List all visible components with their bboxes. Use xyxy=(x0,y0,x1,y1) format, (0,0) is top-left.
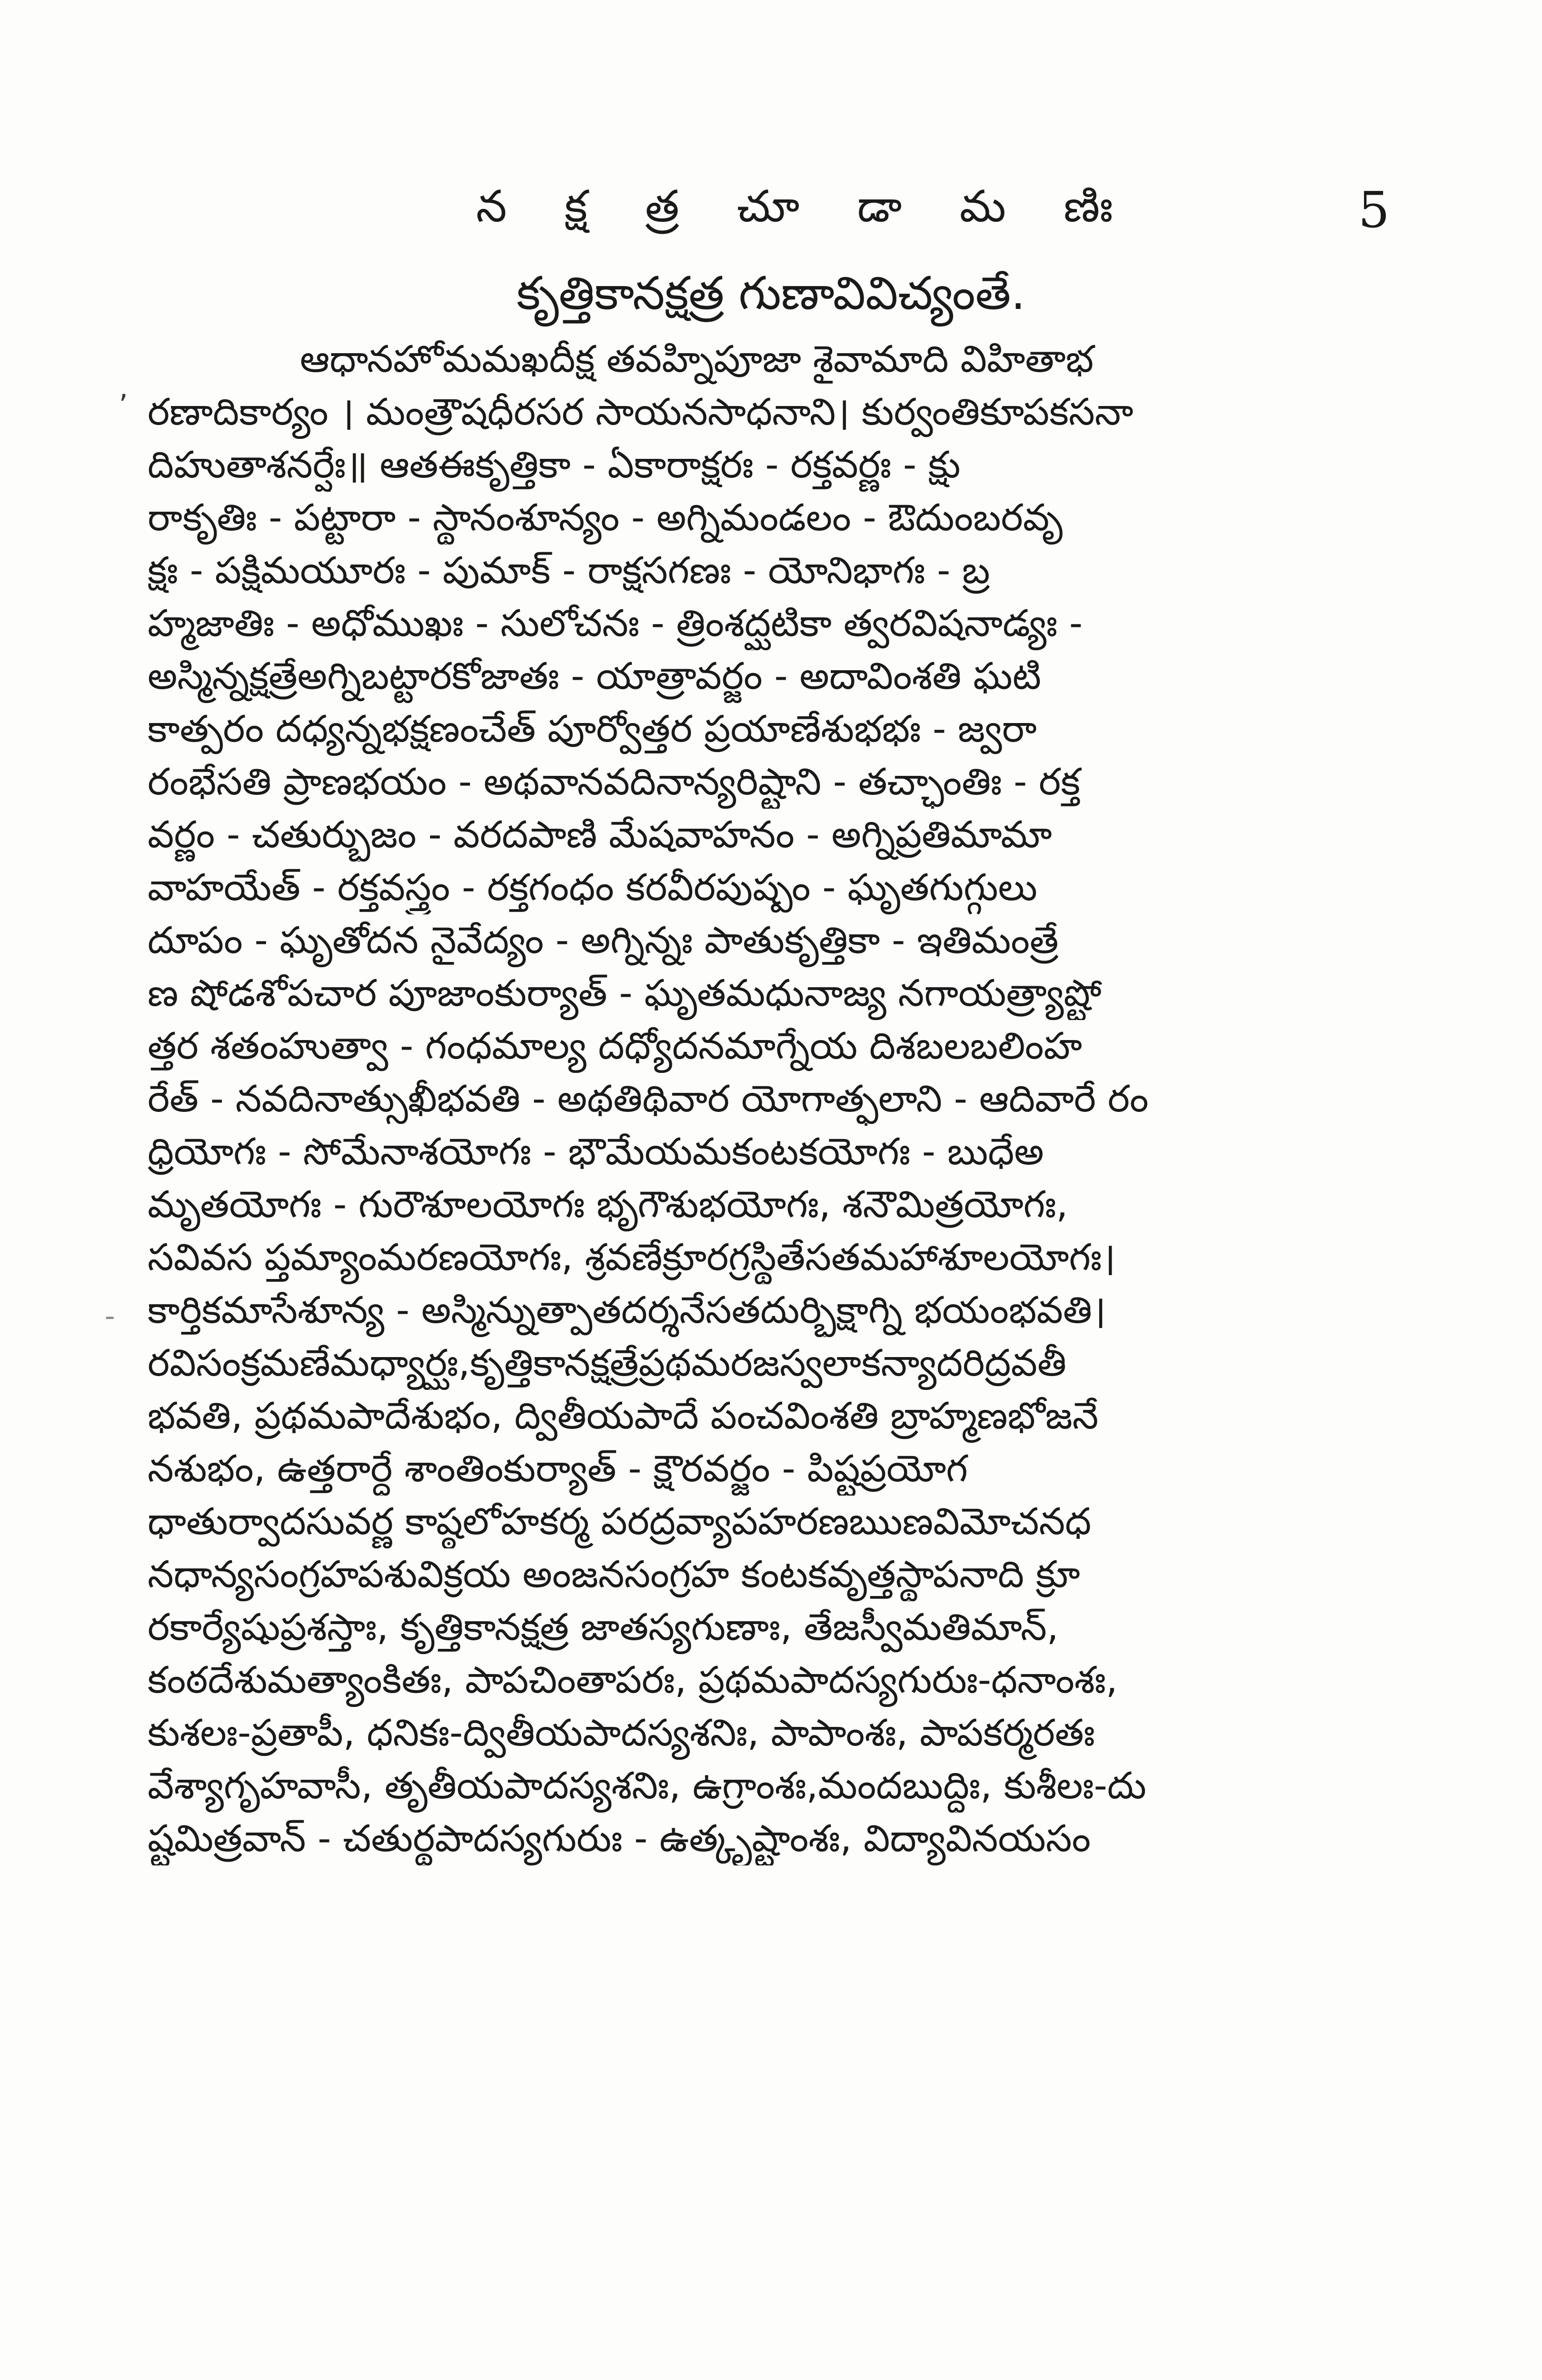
text-line: కంఠదేశుమత్యాంకితః, పాపచింతాపరః, ప్రథమపాదస్యగురుః-ధనాంశః, xyxy=(148,1659,1118,1702)
text-line: దూపం - ఘృతోదన నైవేద్యం - అగ్నిన్నః పాతుకృత్తికా - ఇతిమంత్రే xyxy=(148,919,1059,962)
text-line: ణ షోడశోపచార పూజాంకుర్యాత్ - ఘృతమధునాజ్య నగాయత్ర్యాష్టో xyxy=(148,972,1102,1015)
text-line: క్షః - పక్షిమయూరః - పుమాక్ - రాక్షసగణః - యోనిభాగః - బ్ర xyxy=(148,549,990,592)
text-line: రకార్యేషుప్రశస్తాః, కృత్తికానక్షత్ర జాతస్యగుణాః, తేజస్వీమతిమాన్, xyxy=(148,1606,1059,1649)
text-line: ఆధానహోమమఖదీక్ష తవహ్నిపూజా శైవామాది విహితాభ xyxy=(300,338,1094,381)
text-line: వాహయేత్ - రక్తవస్త్రం - రక్తగంధం కరవీరపుష్పం - ఘృతగుగ్గులు xyxy=(148,866,1037,909)
text-line: మృతయోగః - గురౌశూలయోగః భృగౌశుభయోగః, శనౌమిత్రయోగః, xyxy=(148,1183,1068,1226)
text-line: నశుభం, ఉత్తరార్ధే శాంతింకుర్యాత్ - క్షౌరవర్జం - పిష్టప్రయోగ xyxy=(148,1448,968,1490)
text-line: రణాదికార్యం । మంత్రౌషధీరసర సాయనసాధనాని। కుర్వంతికూపకసనా xyxy=(148,391,1134,434)
body-text xyxy=(148,333,1404,1865)
text-line: సవివస ప్తమ్యాంమరణయోగః, శ్రవణేక్రూరగ్రస్థితేసతమహాశూలయోగః। xyxy=(148,1236,1116,1279)
text-line: నధాన్యసంగ్రహపశువిక్రయ అంజనసంగ్రహ కంటకవృత్తస్థాపనాది క్రూ xyxy=(148,1553,1080,1596)
text-line: రేత్ - నవదినాత్సుఖీభవతి - అథతిథివార యోగాత్ఫలాని - ఆదివారే రం xyxy=(148,1078,1149,1121)
text-line: ష్టమిత్రవాన్ - చతుర్థపాదస్యగురుః - ఉత్కృష్టాంశః, విద్యావినయసం xyxy=(148,1817,1091,1860)
text-line: కుశలః-ప్రతాపీ, ధనికః-ద్వితీయపాదస్యశనిః, పాపాంశః, పాపకర్మరతః xyxy=(148,1712,1095,1755)
running-title: న క్ష త్ర చూ డా మ ణిః xyxy=(476,181,1135,232)
text-line: ధ్రియోగః - సోమేనాశయోగః - భౌమేయమకంటకయోగః - బుధేఅ xyxy=(148,1130,1044,1173)
text-line: వర్ణం - చతుర్భుజం - వరదపాణి మేషవాహనం - అగ్నిప్రతిమామా xyxy=(148,813,1052,856)
text-line: రంభేసతి ప్రాణభయం - అథవానవదినాన్యరిష్టాని - తచ్ఛాంతిః - రక్త xyxy=(148,761,1081,803)
text-line: ధాతుర్వాదసువర్ణ కాష్ఠలోహకర్మ పరద్రవ్యాపహరణఋణవిమోచనధ xyxy=(148,1500,1092,1543)
text-line: వేశ్యాగృహవాసీ, తృతీయపాదస్యశనిః, ఉగ్రాంశః,మందబుద్ధిః, కుశీలః-దు xyxy=(148,1765,1146,1807)
text-line: రాకృతిః - పట్టారా - స్థానంశూన్యం - అగ్నిమండలం - ఔదుంబరవృ xyxy=(148,496,1063,539)
text-line: దిహుతాశనర్షేః॥ ఆతఈకృత్తికా - ఏకారాక్షరః - రక్తవర్ణః - క్షు xyxy=(148,444,961,486)
text-line: త్తర శతంహుత్వా - గంధమాల్య దధ్యోదనమాగ్నేయ దిశబలబలింహ xyxy=(148,1025,1082,1068)
margin-mark: - xyxy=(105,1299,115,1333)
text-line: రవిసంక్రమణేమధ్యార్ఘః,కృత్తికానక్షత్రేప్రథమరజస్వలాకన్యాదరిద్రవతీ xyxy=(148,1342,1066,1385)
section-heading: కృత్తికానక్షత్ర గుణావివిచ్యంతే. xyxy=(517,267,1025,320)
text-line: కార్తికమాసేశూన్య - అస్మిన్నుత్పాతదర్శనేసతదుర్భిక్షాగ్ని భయంభవతి। xyxy=(148,1289,1106,1332)
text-line: అస్మిన్నక్షత్రేఅగ్నిబట్టారకోజాతః - యాత్రావర్జం - అదావింశతి ఘటి xyxy=(148,655,1041,698)
page-header xyxy=(0,181,1542,248)
text-line: భవతి, ప్రథమపాదేశుభం, ద్వితీయపాదే పంచవింశతి బ్రాహ్మణభోజనే xyxy=(148,1395,1099,1438)
page-number: 5 xyxy=(1358,181,1390,239)
text-line: కాత్పరం దధ్యన్నభక్షణంచేత్ పూర్వోత్తర ప్రయాణేశుభభః - జ్వరా xyxy=(148,708,1037,751)
text-line: హ్మజాతిః - అధోముఖః - సులోచనః - త్రింశద్ఘటికా త్వరవిషనాడ్యః - xyxy=(148,602,1083,645)
margin-mark: , xyxy=(119,371,129,405)
